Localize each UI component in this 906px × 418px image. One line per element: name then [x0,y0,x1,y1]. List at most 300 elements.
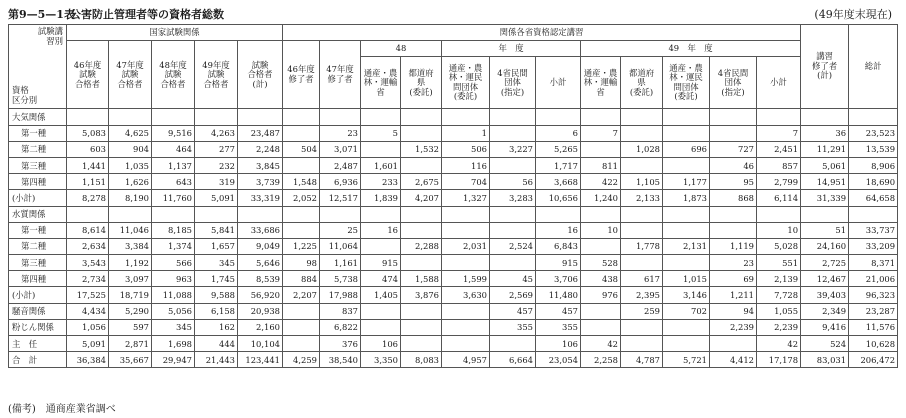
table-cell [401,222,442,238]
table-id: 第9—5—1表 [8,8,75,21]
table-cell [490,109,536,125]
row-label: 合 計 [9,352,67,368]
table-cell [621,109,663,125]
table-cell [401,206,442,222]
table-cell: 35,667 [109,352,152,368]
table-cell: 10,656 [536,190,581,206]
table-cell [490,336,536,352]
table-cell [283,303,320,319]
table-cell: 1,873 [663,190,710,206]
table-cell [361,206,401,222]
table-cell: 1,137 [152,157,195,173]
table-cell: 69 [710,271,757,287]
table-cell: 9,416 [801,319,849,335]
table-cell: 438 [581,271,621,287]
table-cell: 3,543 [67,255,109,271]
table-cell: 4,957 [442,352,490,368]
table-cell: 23 [320,125,361,141]
table-cell: 2,871 [109,336,152,352]
table-cell: 2,207 [283,287,320,303]
table-cell: 18,690 [849,174,898,190]
table-row [9,238,898,254]
table-cell: 2,288 [401,238,442,254]
table-cell [442,319,490,335]
table-cell: 21,443 [195,352,238,368]
table-cell: 11,576 [849,319,898,335]
table-cell [361,238,401,254]
table-cell: 42 [757,336,801,352]
table-cell [663,222,710,238]
table-cell [710,125,757,141]
table-cell [442,336,490,352]
table-cell: 884 [283,271,320,287]
table-cell: 1,778 [621,238,663,254]
table-cell [536,109,581,125]
table-cell: 915 [361,255,401,271]
table-row [9,109,898,125]
table-cell: 5 [361,125,401,141]
table-cell: 95 [710,174,757,190]
table-cell [663,206,710,222]
table-cell [283,222,320,238]
table-cell: 3,227 [490,141,536,157]
table-cell: 9,588 [195,287,238,303]
table-cell: 123,441 [238,352,283,368]
table-cell: 6,158 [195,303,238,319]
table-cell: 504 [283,141,320,157]
table-cell: 868 [710,190,757,206]
table-cell: 36,384 [67,352,109,368]
ministry-col-header: 都道府 県 (委託) [401,57,442,109]
table-cell: 5,265 [536,141,581,157]
table-cell: 7 [581,125,621,141]
table-cell [401,255,442,271]
table-cell: 3,283 [490,190,536,206]
table-cell: 3,384 [109,238,152,254]
table-cell: 8,906 [849,157,898,173]
table-cell [490,206,536,222]
table-cell: 9,049 [238,238,283,254]
ministry-col-header: 通産・農 林・運輸 省 [581,57,621,109]
table-cell: 25 [320,222,361,238]
table-cell: 345 [195,255,238,271]
table-cell: 2,451 [757,141,801,157]
table-cell: 3,706 [536,271,581,287]
table-cell: 39,403 [801,287,849,303]
table-cell: 6,822 [320,319,361,335]
table-cell: 2,675 [401,174,442,190]
table-cell: 1,177 [663,174,710,190]
table-cell: 1,028 [621,141,663,157]
table-cell [283,206,320,222]
table-cell [581,206,621,222]
table-cell: 106 [536,336,581,352]
table-cell [361,303,401,319]
table-cell [152,109,195,125]
table-cell: 551 [757,255,801,271]
table-cell [663,255,710,271]
table-cell: 12,467 [801,271,849,287]
table-cell: 597 [109,319,152,335]
table-row [9,125,898,141]
table-cell [663,157,710,173]
table-cell: 2,524 [490,238,536,254]
table-cell: 524 [801,336,849,352]
table-cell: 1,327 [442,190,490,206]
table-cell: 8,185 [152,222,195,238]
table-cell: 233 [361,174,401,190]
table-cell [283,125,320,141]
table-cell: 18,719 [109,287,152,303]
row-label: 第四種 [9,271,67,287]
table-cell: 1 [442,125,490,141]
table-cell: 31,339 [801,190,849,206]
table-cell: 528 [581,255,621,271]
row-label: 大気関係 [9,109,67,125]
row-label: 第一種 [9,222,67,238]
table-row [9,319,898,335]
table-cell [401,109,442,125]
table-cell: 11,088 [152,287,195,303]
table-cell: 2,395 [621,287,663,303]
table-cell: 23,523 [849,125,898,141]
table-cell: 915 [536,255,581,271]
table-row [9,141,898,157]
table-cell: 13,539 [849,141,898,157]
table-cell: 12,517 [320,190,361,206]
table-cell: 5,083 [67,125,109,141]
table-cell [442,222,490,238]
exam-col-header: 49年度 試験 合格者 [195,41,238,109]
row-label: 第一種 [9,125,67,141]
table-cell [195,109,238,125]
table-cell: 5,738 [320,271,361,287]
table-cell: 277 [195,141,238,157]
ministry-col-header: 4省民間 団体 (指定) [710,57,757,109]
table-cell [581,319,621,335]
table-cell: 643 [152,174,195,190]
table-cell [710,336,757,352]
table-cell [442,303,490,319]
table-cell: 9,516 [152,125,195,141]
table-cell: 33,686 [238,222,283,238]
table-cell [109,206,152,222]
table-cell: 16 [536,222,581,238]
ministry-col-header: 46年度 修了者 [283,41,320,109]
table-cell: 1,374 [152,238,195,254]
table-cell: 1,240 [581,190,621,206]
table-cell: 5,028 [757,238,801,254]
table-cell: 1,405 [361,287,401,303]
table-cell: 6 [536,125,581,141]
row-label: 主 任 [9,336,67,352]
table-cell: 3,668 [536,174,581,190]
table-cell [490,255,536,271]
table-cell: 1,161 [320,255,361,271]
table-row [9,174,898,190]
table-cell: 1,055 [757,303,801,319]
table-row [9,287,898,303]
as-of-date: (49年度末現在) [814,8,892,21]
ministry-col-header: 小計 [536,57,581,109]
table-cell [283,319,320,335]
table-cell: 1,601 [361,157,401,173]
table-cell [109,109,152,125]
table-cell [663,125,710,141]
table-cell: 42 [581,336,621,352]
table-cell: 6,664 [490,352,536,368]
table-cell: 1,192 [109,255,152,271]
table-cell [621,125,663,141]
table-cell [710,109,757,125]
table-cell: 11,760 [152,190,195,206]
table-cell: 11,480 [536,287,581,303]
table-cell: 45 [490,271,536,287]
table-cell: 33,209 [849,238,898,254]
ministry-col-header: 都道府 県 (委託) [621,57,663,109]
table-cell: 1,599 [442,271,490,287]
table-cell: 1,225 [283,238,320,254]
exam-col-header: 47年度 試験 合格者 [109,41,152,109]
table-cell [581,109,621,125]
table-cell: 2,131 [663,238,710,254]
table-cell: 1,717 [536,157,581,173]
year48-nendo-header: 年 度 [442,41,581,57]
table-cell: 1,626 [109,174,152,190]
table-cell: 3,630 [442,287,490,303]
corner-bottom-label: 資格 区分別 [12,85,38,105]
table-cell: 56,920 [238,287,283,303]
ministry-header: 関係各省資格認定講習 [283,25,801,41]
table-cell [801,206,849,222]
table-cell: 2,248 [238,141,283,157]
table-cell: 4,625 [109,125,152,141]
table-cell: 422 [581,174,621,190]
table-cell: 2,031 [442,238,490,254]
table-cell: 376 [320,336,361,352]
table-cell: 16 [361,222,401,238]
table-cell: 345 [152,319,195,335]
table-row [9,157,898,173]
table-cell [490,125,536,141]
table-cell: 10 [757,222,801,238]
table-cell: 11,064 [320,238,361,254]
table-cell: 83,031 [801,352,849,368]
row-label: 第二種 [9,238,67,254]
table-cell: 704 [442,174,490,190]
table-cell [621,336,663,352]
table-cell: 1,548 [283,174,320,190]
table-cell [849,109,898,125]
grand-total-header: 総計 [849,25,898,109]
table-cell: 4,207 [401,190,442,206]
table-cell: 1,035 [109,157,152,173]
source-note: (備考) 通商産業省調べ [8,404,116,415]
table-row [9,303,898,319]
table-cell: 2,725 [801,255,849,271]
row-label: 第三種 [9,255,67,271]
table-cell [710,222,757,238]
table-cell [67,109,109,125]
table-cell: 232 [195,157,238,173]
table-cell: 14,951 [801,174,849,190]
table-cell: 8,190 [109,190,152,206]
table-cell: 94 [710,303,757,319]
table-cell: 727 [710,141,757,157]
table-cell: 24,160 [801,238,849,254]
table-cell: 1,056 [67,319,109,335]
table-cell [320,206,361,222]
table-cell: 1,211 [710,287,757,303]
table-cell: 5,091 [67,336,109,352]
table-cell: 696 [663,141,710,157]
table-cell: 3,350 [361,352,401,368]
table-cell: 1,441 [67,157,109,173]
table-cell: 36 [801,125,849,141]
table-cell: 10,104 [238,336,283,352]
table-cell: 319 [195,174,238,190]
table-cell: 976 [581,287,621,303]
table-cell [621,222,663,238]
exam-col-header: 48年度 試験 合格者 [152,41,195,109]
table-cell [710,206,757,222]
table-cell: 474 [361,271,401,287]
table-cell: 23 [710,255,757,271]
table-cell [320,109,361,125]
table-cell: 2,052 [283,190,320,206]
table-cell: 1,532 [401,141,442,157]
table-cell: 3,146 [663,287,710,303]
corner-header [9,25,67,109]
row-label: 第三種 [9,157,67,173]
table-cell: 3,071 [320,141,361,157]
table-cell: 857 [757,157,801,173]
table-cell [663,319,710,335]
qualification-table [8,24,898,368]
table-cell: 5,290 [109,303,152,319]
table-cell [401,157,442,173]
table-cell: 506 [442,141,490,157]
table-cell: 8,539 [238,271,283,287]
total-row [9,352,898,368]
table-cell: 1,015 [663,271,710,287]
table-cell [490,222,536,238]
table-cell [801,109,849,125]
table-cell: 6,936 [320,174,361,190]
table-cell: 2,239 [757,319,801,335]
table-cell: 2,487 [320,157,361,173]
row-label: 騒音関係 [9,303,67,319]
table-cell [581,238,621,254]
table-cell: 2,133 [621,190,663,206]
table-cell: 6,843 [536,238,581,254]
row-label: (小計) [9,190,67,206]
table-cell: 1,119 [710,238,757,254]
ministry-col-header: 4省民間 団体 (指定) [490,57,536,109]
table-cell [581,303,621,319]
table-cell [238,206,283,222]
ministry-col-header: 小計 [757,57,801,109]
table-cell: 96,323 [849,287,898,303]
table-cell: 23,487 [238,125,283,141]
table-cell [283,109,320,125]
table-cell [442,206,490,222]
table-cell: 106 [361,336,401,352]
table-row [9,255,898,271]
table-cell: 5,091 [195,190,238,206]
table-cell [361,319,401,335]
table-cell: 1,698 [152,336,195,352]
table-cell: 51 [801,222,849,238]
table-cell [757,206,801,222]
table-cell: 4,434 [67,303,109,319]
table-cell [152,206,195,222]
table-cell: 2,139 [757,271,801,287]
table-row [9,206,898,222]
table-row [9,222,898,238]
table-cell: 2,799 [757,174,801,190]
lecture-total-header: 講習 修了者 (計) [801,25,849,109]
table-cell: 4,263 [195,125,238,141]
ministry-col-header: 47年度 修了者 [320,41,361,109]
table-cell: 5,841 [195,222,238,238]
table-cell: 10,628 [849,336,898,352]
table-cell: 11,291 [801,141,849,157]
table-cell: 837 [320,303,361,319]
row-label: 第二種 [9,141,67,157]
table-cell: 2,239 [710,319,757,335]
table-cell: 1,588 [401,271,442,287]
table-cell [621,255,663,271]
title-row [8,4,898,22]
table-cell: 1,745 [195,271,238,287]
table-cell: 11,046 [109,222,152,238]
table-cell: 17,178 [757,352,801,368]
table-cell: 457 [536,303,581,319]
table-cell: 206,472 [849,352,898,368]
table-cell: 8,278 [67,190,109,206]
exam-col-header: 試験 合格者 (計) [238,41,283,109]
ministry-col-header: 通産・農 林・運輸 省 [361,57,401,109]
table-cell: 355 [536,319,581,335]
table-cell: 1,839 [361,190,401,206]
table-cell: 2,258 [581,352,621,368]
table-cell: 2,569 [490,287,536,303]
row-label: 第四種 [9,174,67,190]
table-cell: 3,097 [109,271,152,287]
table-row [9,336,898,352]
table-row [9,190,898,206]
table-cell: 4,412 [710,352,757,368]
table-cell: 38,540 [320,352,361,368]
table-cell: 2,634 [67,238,109,254]
table-cell: 3,876 [401,287,442,303]
year49-header: 49 年 度 [581,41,801,57]
table-cell: 444 [195,336,238,352]
table-cell [67,206,109,222]
table-cell [401,319,442,335]
table-cell: 10 [581,222,621,238]
table-cell: 64,658 [849,190,898,206]
ministry-col-header: 通産・農 林・運民 問団体 (委託) [663,57,710,109]
table-cell: 33,319 [238,190,283,206]
table-cell: 5,056 [152,303,195,319]
table-cell: 259 [621,303,663,319]
table-cell: 56 [490,174,536,190]
table-cell: 17,988 [320,287,361,303]
table-cell [283,336,320,352]
table-cell: 811 [581,157,621,173]
